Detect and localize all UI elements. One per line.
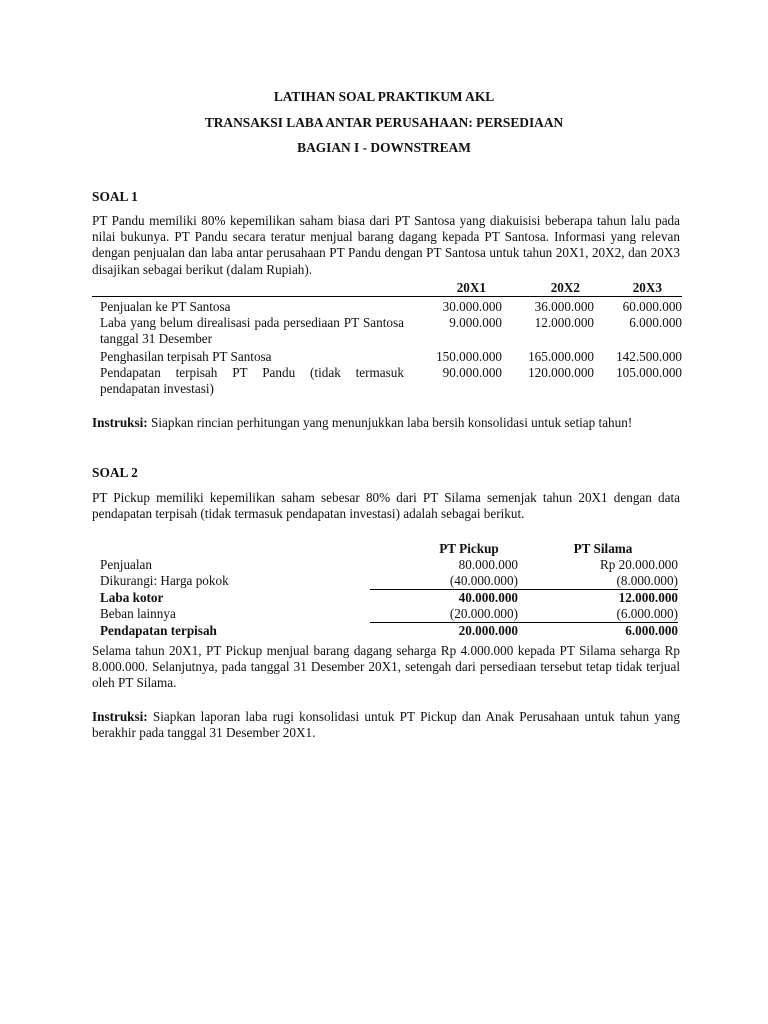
table-cell: 80.000.000 [458,557,518,572]
instruction-text: Siapkan laporan laba rugi konsolidasi untuk PT Pickup dan Anak Perusahaan untuk tahun yang berakhir pada tanggal 31 Desember 20X1. [92,709,680,741]
table-row [92,623,678,640]
doc-section-title: BAGIAN I - DOWNSTREAM [297,140,471,155]
row-label: Beban lainnya [100,606,176,621]
instruction-text: Siapkan rincian perhitungan yang menunjukkan laba bersih konsolidasi untuk setiap tahun! [147,415,633,430]
table-header: 20X2 [550,280,580,295]
table-row [92,297,682,316]
table-cell: Rp 20.000.000 [599,557,678,572]
table-row [92,557,678,573]
soal1-heading: SOAL 1 [92,189,138,204]
table-row [92,606,678,623]
row-label: Dikurangi: Harga pokok [100,573,229,588]
table-header: PT Silama [573,541,633,556]
soal2-instruction [92,709,680,741]
table-cell: 60.000.000 [622,299,682,314]
table-cell: 120.000.000 [528,365,594,380]
soal2-heading: SOAL 2 [92,465,138,480]
table-cell: 105.000.000 [616,365,682,380]
row-label: Penghasilan terpisah PT Santosa [100,349,272,364]
table-cell: 30.000.000 [442,299,502,314]
row-label: Penjualan [100,557,153,572]
table-header: 20X1 [456,280,486,295]
soal1-table [92,280,682,397]
table-cell: 142.500.000 [616,349,682,364]
doc-subtitle: TRANSAKSI LABA ANTAR PERUSAHAAN: PERSEDIAAN [204,115,564,130]
soal2-paragraph-2: Selama tahun 20X1, PT Pickup menjual barang dagang seharga Rp 4.000.000 kepada PT Silama seharga Rp 8.000.000. Selanjutnya, pada tanggal 31 Desember 20X1, setengah dari persediaan tersebut tetap tidak terjual oleh PT Silama. [92,643,680,691]
table-row [92,315,682,347]
table-row [92,590,678,607]
table-cell: 12.000.000 [518,590,678,607]
soal2-table [92,541,678,639]
doc-title: LATIHAN SOAL PRAKTIKUM AKL [273,89,495,104]
table-row [92,347,682,365]
table-cell: 20.000.000 [370,623,518,640]
table-cell: 150.000.000 [436,349,502,364]
row-label: Laba yang belum direalisasi pada persediaan PT Santosa tanggal 31 Desember [100,315,404,346]
soal1-paragraph: PT Pandu memiliki 80% kepemilikan saham biasa dari PT Santosa yang diakuisisi beberapa tahun lalu pada nilai bukunya. PT Pandu secara teratur menjual barang dagang kepada PT Santosa. Informasi yang relevan dengan penjualan dan laba antar perusahaan PT Pandu dengan PT Santosa untuk tahun 20X1, 20X2, dan 20X3 disajikan sebagai berikut (dalam Rupiah). [92,213,680,277]
row-label: Laba kotor [100,589,164,605]
table-cell: (20.000.000) [449,606,518,621]
instruction-label: Instruksi: [92,709,148,724]
table-cell: (40.000.000) [449,573,518,588]
table-header: PT Pickup [439,541,499,556]
row-label: Pendapatan terpisah [100,622,217,638]
table-cell: 12.000.000 [534,315,594,330]
table-cell: 6.000.000 [518,623,678,640]
soal2-table-header-row [92,541,678,557]
table-cell: 40.000.000 [370,590,518,607]
table-cell: (8.000.000) [616,573,678,588]
table-row [92,365,682,397]
instruction-label: Instruksi: [92,415,148,430]
row-label: Pendapatan terpisah PT Pandu (tidak termasuk pendapatan investasi) [100,365,404,396]
table-row [92,573,678,590]
row-label: Penjualan ke PT Santosa [100,299,231,314]
soal1-instruction [92,415,680,431]
table-cell: 90.000.000 [442,365,502,380]
table-cell: 165.000.000 [528,349,594,364]
table-cell: 6.000.000 [629,315,682,330]
table-cell: 36.000.000 [534,299,594,314]
soal1-table-header-row [92,280,682,297]
soal2-paragraph: PT Pickup memiliki kepemilikan saham sebesar 80% dari PT Silama semenjak tahun 20X1 dengan data pendapatan terpisah (tidak termasuk pendapatan investasi) adalah sebagai berikut. [92,490,680,522]
table-header: 20X3 [632,280,662,295]
table-cell: 9.000.000 [449,315,502,330]
table-cell: (6.000.000) [616,606,678,621]
